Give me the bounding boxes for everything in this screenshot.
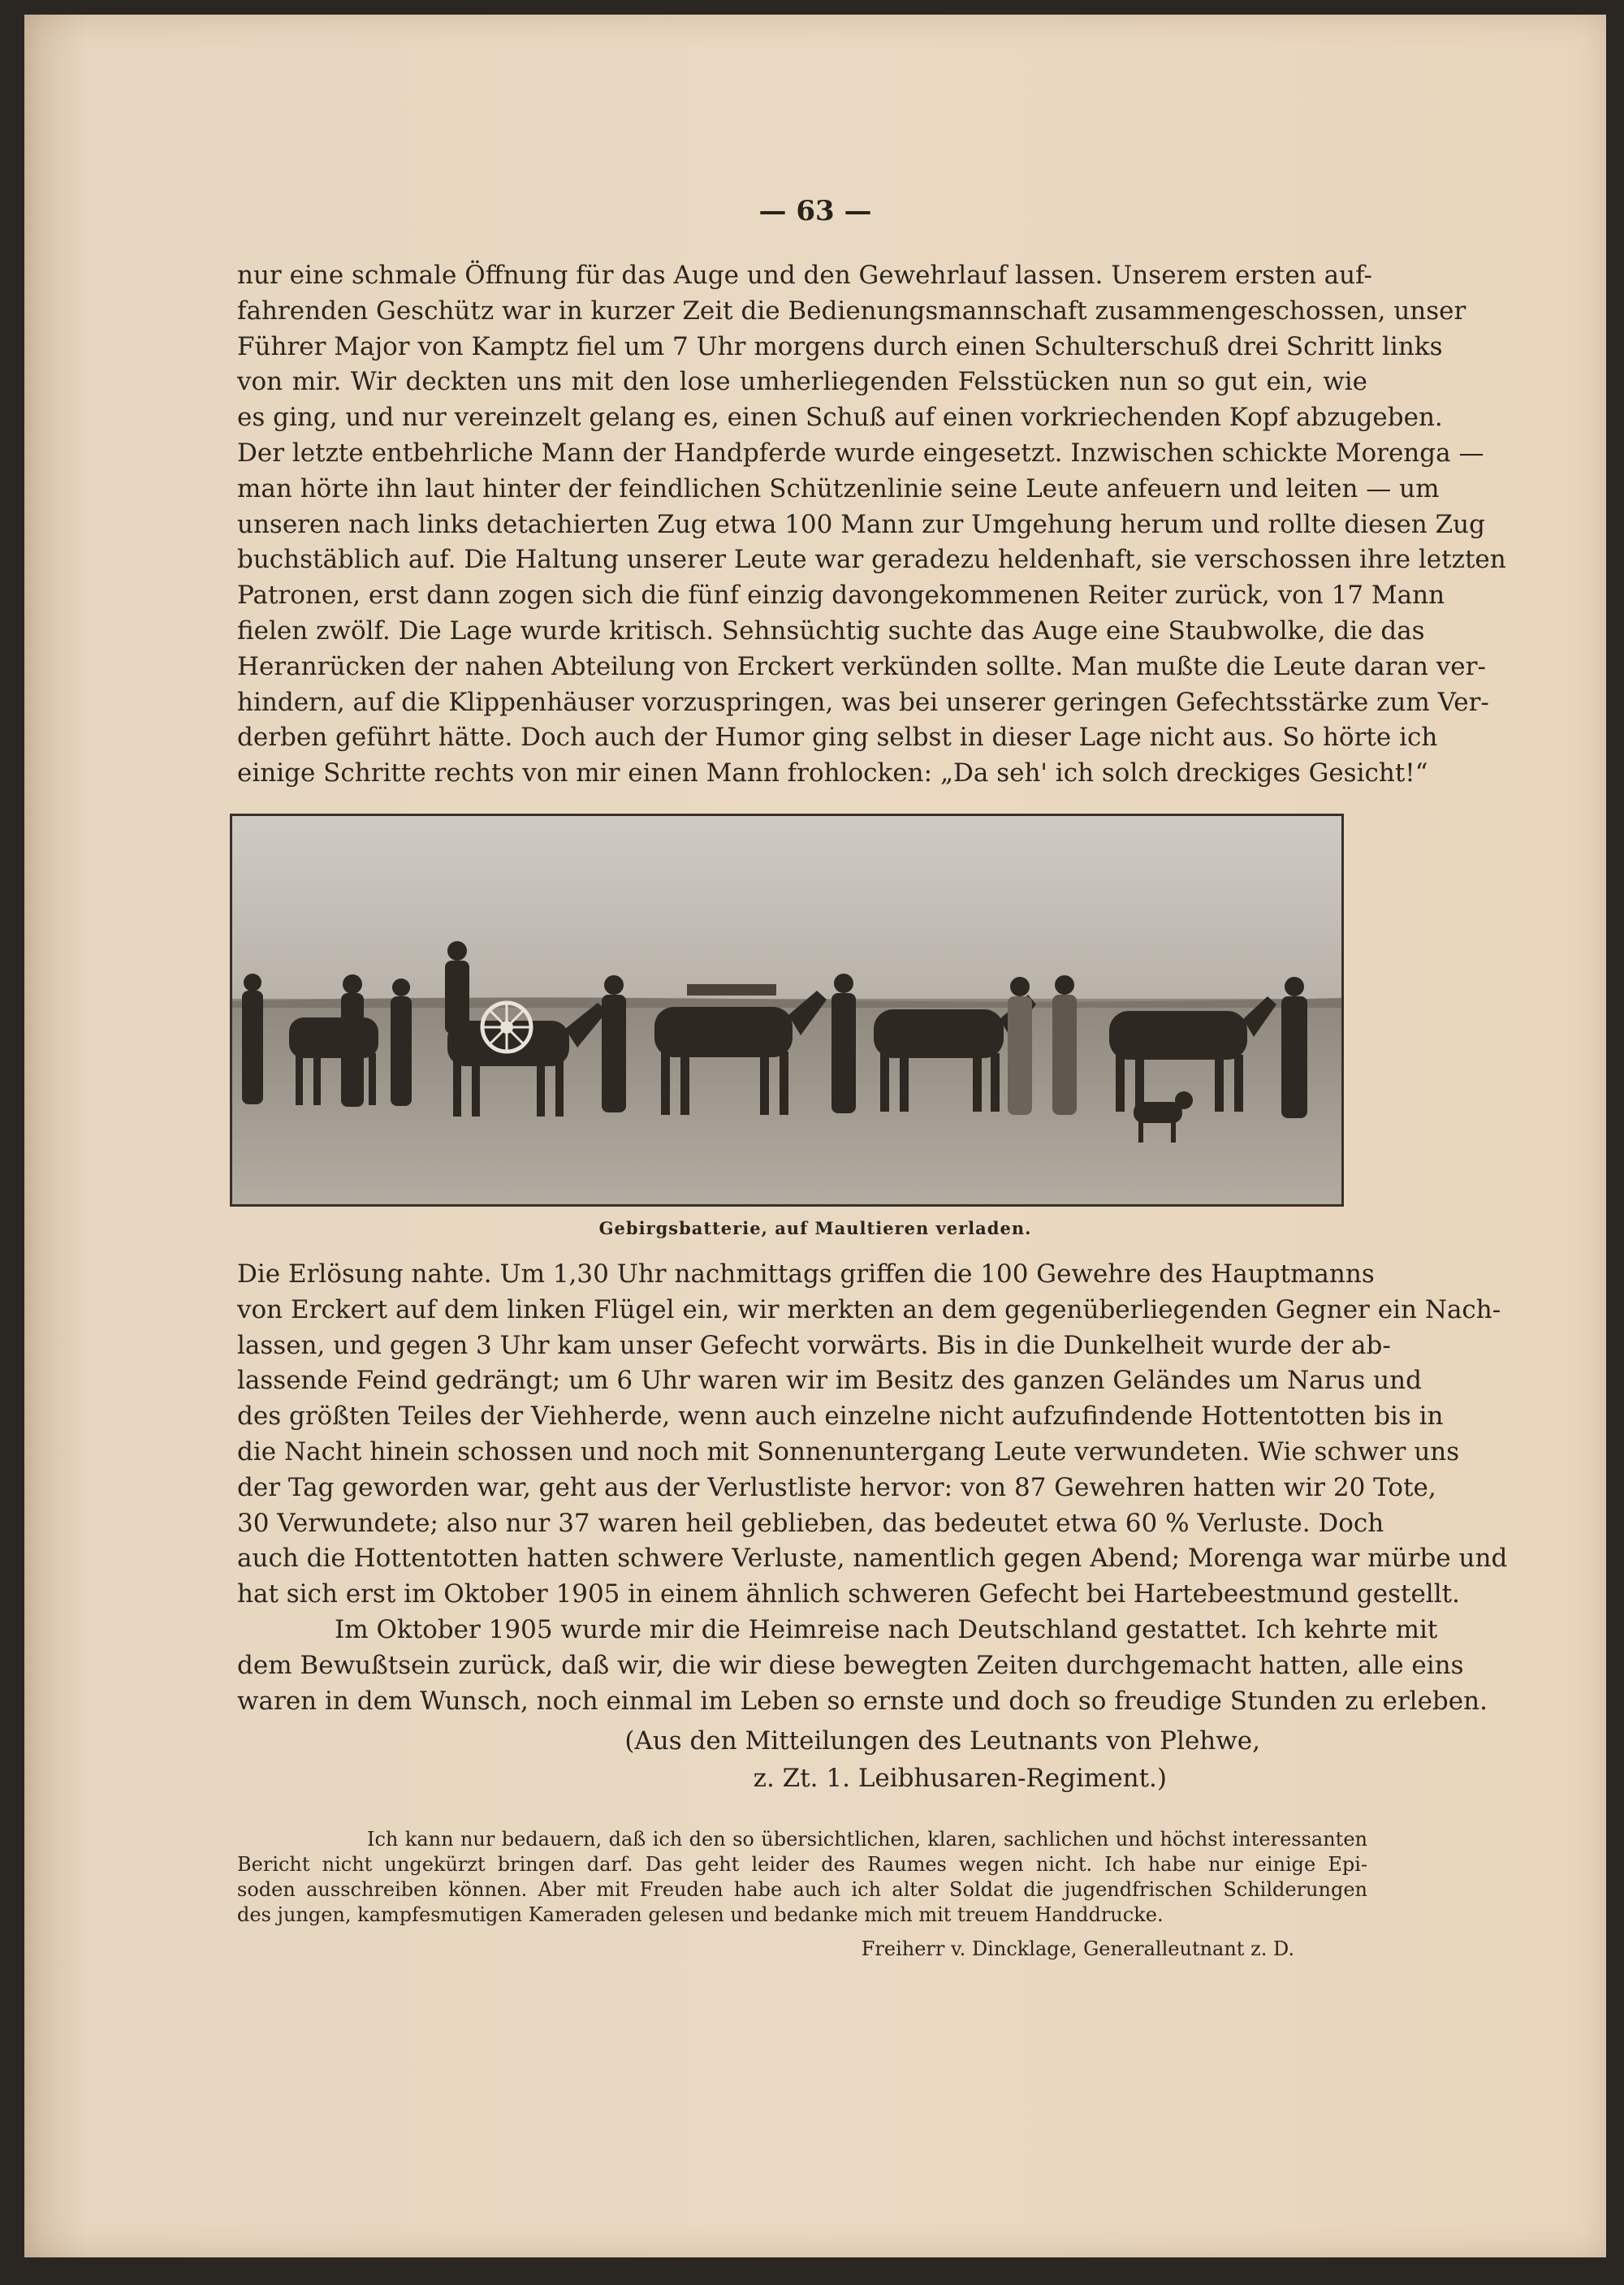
text-line: dem Bewußtsein zurück, daß wir, die wir diese bewegten Zeiten durchgemacht hatten, alle eins <box>237 1650 1464 1680</box>
text-line: hat sich erst im Oktober 1905 in einem ähnlich schweren Gefecht bei Hartebeestmund gestellt. <box>237 1579 1460 1609</box>
page-number: — 63 — <box>758 195 872 227</box>
text-line: derben geführt hätte. Doch auch der Humor ging selbst in dieser Lage nicht aus. So hörte ich <box>237 723 1438 753</box>
book-page <box>24 15 1606 2257</box>
paragraph-1 <box>237 258 1506 792</box>
footnote-line: Ich kann nur bedauern, daß ich den so übersichtlichen, klaren, sachlichen und höchst interessanten <box>367 1828 1367 1851</box>
text-line: man hörte ihn laut hinter der feindlichen Schützenlinie seine Leute anfeuern und leiten — um <box>237 473 1440 503</box>
paragraph-3 <box>237 1613 1488 1719</box>
text-line: hindern, auf die Klippenhäuser vorzuspringen, was bei unserer geringen Gefechtsstärke zum Ver- <box>237 687 1489 717</box>
footnote-signature: Freiherr v. Dincklage, Generalleutnant z. D. <box>861 1937 1294 1960</box>
text-line: Heranrücken der nahen Abteilung von Erckert verkünden sollte. Man mußte die Leute daran ver- <box>237 651 1486 681</box>
text-line: auch die Hottentotten hatten schwere Verluste, namentlich gegen Abend; Morenga war mürbe und <box>237 1544 1508 1574</box>
text-line: lassende Feind gedrängt; um 6 Uhr waren wir im Besitz des ganzen Geländes um Narus und <box>237 1366 1422 1396</box>
text-line: waren in dem Wunsch, noch einmal im Leben so ernste und doch so freudige Stunden zu erleben. <box>237 1686 1488 1716</box>
footnote-line: Bericht nicht ungekürzt bringen darf. Das geht leider des Raumes wegen nicht. Ich habe nur einige Epi- <box>237 1853 1367 1876</box>
text-line: nur eine schmale Öffnung für das Auge und den Gewehrlauf lassen. Unserem ersten auf- <box>237 261 1372 290</box>
text-line: fielen zwölf. Die Lage wurde kritisch. Sehnsüchtig suchte das Auge eine Staubwolke, die das <box>237 616 1425 646</box>
footnote-line: des jungen, kampfesmutigen Kameraden gelesen und bedanke mich mit treuem Handdrucke. <box>237 1903 1164 1926</box>
footnote-line: soden ausschreiben können. Aber mit Freuden habe auch ich alter Soldat die jugendfrischen Schilderungen <box>237 1878 1367 1901</box>
text-line: es ging, und nur vereinzelt gelang es, einen Schuß auf einen vorkriechenden Kopf abzugeben. <box>237 403 1443 433</box>
editor-footnote <box>237 1827 1367 1928</box>
attribution-line-1: (Aus den Mitteilungen des Leutnants von Plehwe, <box>624 1726 1260 1756</box>
text-line: des größten Teiles der Viehherde, wenn auch einzelne nicht aufzufindende Hottentotten bis in <box>237 1402 1444 1432</box>
text-line: fahrenden Geschütz war in kurzer Zeit die Bedienungsmannschaft zusammengeschossen, unser <box>237 296 1466 326</box>
text-line: von Erckert auf dem linken Flügel ein, wir merkten an dem gegenüberliegenden Gegner ein Nach- <box>237 1294 1501 1324</box>
text-line: Führer Major von Kamptz fiel um 7 Uhr morgens durch einen Schulterschuß drei Schritt links <box>237 331 1443 361</box>
text-line: von mir. Wir deckten uns mit den lose umherliegenden Felsstücken nun so gut ein, wie <box>237 367 1367 397</box>
text-line: Im Oktober 1905 wurde mir die Heimreise nach Deutschland gestattet. Ich kehrte mit <box>335 1615 1438 1644</box>
text-line: 30 Verwundete; also nur 37 waren heil geblieben, das bedeutet etwa 60 % Verluste. Doch <box>237 1508 1384 1538</box>
text-line: Patronen, erst dann zogen sich die fünf einzig davongekommenen Reiter zurück, von 17 Mann <box>237 581 1445 611</box>
text-line: lassen, und gegen 3 Uhr kam unser Gefecht vorwärts. Bis in die Dunkelheit wurde der ab- <box>237 1330 1391 1360</box>
figure-caption: Gebirgsbatterie, auf Maultieren verladen. <box>598 1218 1032 1238</box>
photograph-mountain-battery <box>230 814 1344 1207</box>
attribution-line-2: z. Zt. 1. Leibhusaren-Regiment.) <box>753 1764 1167 1793</box>
text-line: die Nacht hinein schossen und noch mit Sonnenuntergang Leute verwundeten. Wie schwer uns <box>237 1436 1460 1466</box>
text-line: buchstäblich auf. Die Haltung unserer Leute war geradezu heldenhaft, sie verschossen ihre letzten <box>237 545 1506 575</box>
text-line: Die Erlösung nahte. Um 1,30 Uhr nachmittags griffen die 100 Gewehre des Hauptmanns <box>237 1259 1375 1289</box>
text-line: einige Schritte rechts von mir einen Mann frohlocken: „Da seh' ich solch dreckiges Gesicht!“ <box>237 758 1428 788</box>
text-line: der Tag geworden war, geht aus der Verlustliste hervor: von 87 Gewehren hatten wir 20 Tote, <box>237 1472 1436 1502</box>
text-line: Der letzte entbehrliche Mann der Handpferde wurde eingesetzt. Inzwischen schickte Morenga — <box>237 438 1484 468</box>
text-line: unseren nach links detachierten Zug etwa 100 Mann zur Umgehung herum und rollte diesen Zug <box>237 509 1485 539</box>
paragraph-2 <box>237 1257 1508 1613</box>
